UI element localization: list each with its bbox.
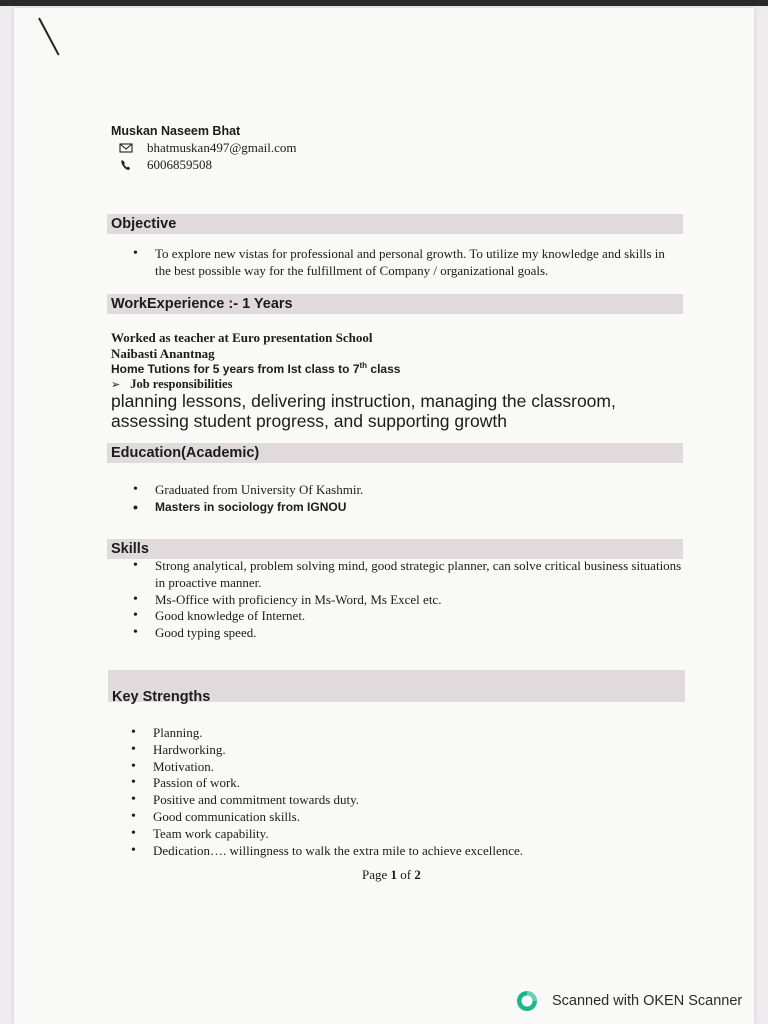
work-line-3	[111, 361, 400, 376]
page-number	[362, 867, 421, 883]
scan-top-edge	[0, 0, 768, 6]
section-heading-key-strengths: Key Strengths	[108, 670, 685, 702]
list-item: • Masters in sociology from IGNOU	[131, 499, 651, 516]
email-text: bhatmuskan497@gmail.com	[147, 140, 297, 155]
section-heading-education: Education(Academic)	[107, 443, 683, 463]
list-item: • Strong analytical, problem solving mind, good strategic planner, can solve critical business situations in proactive manner.	[131, 558, 686, 592]
section-heading-objective: Objective	[107, 214, 683, 234]
responsibilities-text-1: planning lessons, delivering instruction, managing the classroom,	[111, 391, 616, 411]
list-item: • Ms-Office with proficiency in Ms-Word, Ms Excel etc.	[131, 592, 686, 609]
list-item: • Good knowledge of Internet.	[131, 608, 686, 625]
list-item: • Graduated from University Of Kashmir.	[131, 482, 651, 499]
scanner-watermark	[516, 990, 742, 1012]
arrow-bullet-icon: ➢	[111, 378, 121, 391]
email-row	[119, 140, 297, 156]
work-line-3-text: Home Tutions for 5 years from Ist class to 7	[111, 362, 360, 376]
page-of: of	[397, 867, 415, 882]
section-heading-skills: Skills	[107, 539, 683, 559]
list-item: • Team work capability.	[129, 826, 689, 843]
list-item: • Good communication skills.	[129, 809, 689, 826]
phone-icon	[119, 158, 133, 172]
oken-logo-icon	[516, 990, 538, 1012]
list-item: • Dedication…. willingness to walk the extra mile to achieve excellence.	[129, 843, 689, 860]
phone-text: 6006859508	[147, 157, 212, 172]
list-item: • Passion of work.	[129, 775, 689, 792]
page-total: 2	[414, 867, 421, 882]
work-line-1: Worked as teacher at Euro presentation School	[111, 330, 373, 345]
list-item: • To explore new vistas for professional and personal growth. To utilize my knowledge and skills in the best possible way for the fulfillment of Company / organizational goals.	[131, 246, 676, 280]
work-line-3-end: class	[367, 362, 401, 376]
section-heading-work-experience: WorkExperience :- 1 Years	[107, 294, 683, 314]
candidate-name: Muskan Naseem Bhat	[111, 124, 241, 138]
responsibilities-text-2: assessing student progress, and supporting growth	[111, 411, 507, 431]
skills-list	[131, 558, 686, 642]
page-label: Page	[362, 867, 391, 882]
page-current: 1	[390, 867, 398, 882]
key-strengths-list	[129, 725, 689, 859]
list-item: • Planning.	[129, 725, 689, 742]
list-item: • Hardworking.	[129, 742, 689, 759]
envelope-icon	[119, 141, 133, 155]
list-item: • Motivation.	[129, 759, 689, 776]
work-line-2: Naibasti Anantnag	[111, 346, 215, 361]
list-item: • Good typing speed.	[131, 625, 686, 642]
scanner-label: Scanned with OKEN Scanner	[552, 993, 743, 1009]
phone-row	[119, 157, 212, 173]
work-line-3-sup: th	[359, 361, 368, 370]
objective-list	[131, 246, 676, 280]
job-responsibilities-label: Job responsibilities	[130, 377, 233, 391]
job-responsibilities-item	[111, 377, 232, 392]
list-item: • Positive and commitment towards duty.	[129, 792, 689, 809]
education-list	[131, 482, 651, 516]
